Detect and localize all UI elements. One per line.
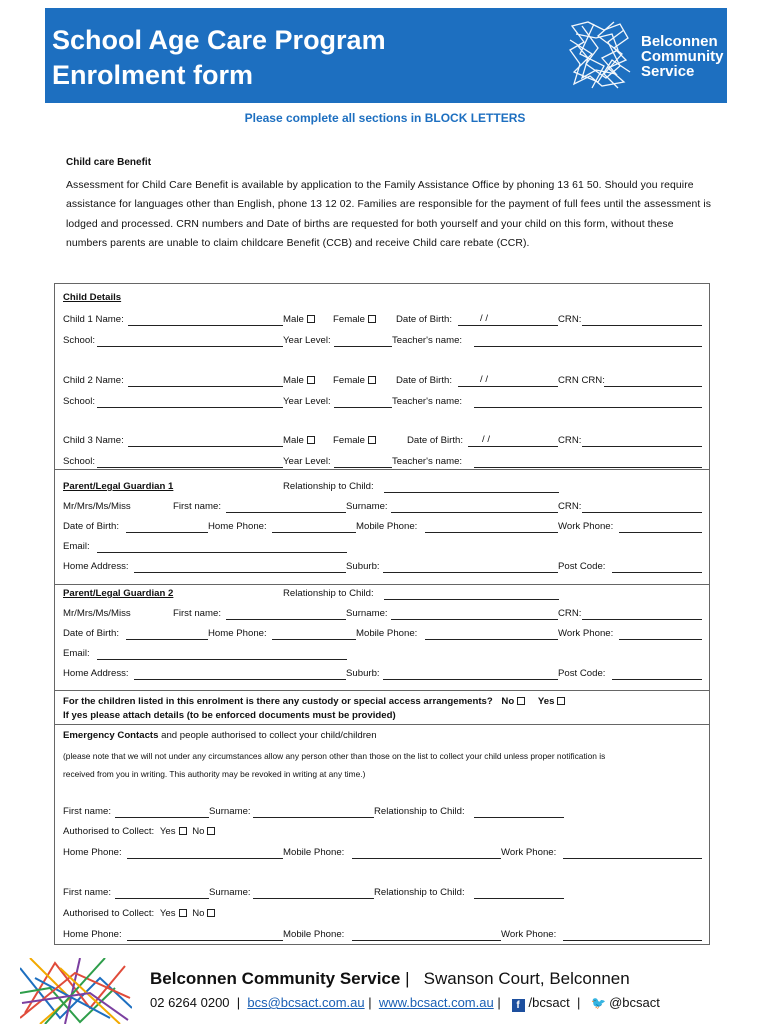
guardian1-firstname-label: First name: (173, 501, 221, 512)
contact2-auth-yes-option[interactable]: Yes (160, 908, 187, 919)
child2-male-checkbox[interactable] (307, 376, 315, 384)
child1-dob-label: Date of Birth: (396, 314, 452, 325)
guardian1-work-label: Work Phone: (558, 521, 614, 532)
contact2-homephone-label: Home Phone: (63, 929, 122, 940)
guardian2-dob-field[interactable] (126, 639, 208, 640)
child1-dob-slashes: / / (480, 313, 488, 324)
footer-org-address: Belconnen Community Service | Swanson Court, Belconnen (150, 969, 630, 988)
child2-school-label: School: (63, 396, 95, 407)
child3-school-field[interactable] (97, 467, 283, 468)
guardian1-relationship-field[interactable] (384, 492, 559, 493)
child3-teacher-label: Teacher's name: (392, 456, 463, 467)
guardian2-work-field[interactable] (619, 639, 702, 640)
guardian1-homephone-label: Home Phone: (208, 521, 267, 532)
guardian1-email-field[interactable] (97, 552, 347, 553)
guardian2-title-options[interactable]: Mr/Mrs/Ms/Miss (63, 608, 131, 619)
child1-teacher-field[interactable] (474, 346, 702, 347)
child2-year-label: Year Level: (283, 396, 331, 407)
contact1-firstname-label: First name: (63, 806, 111, 817)
guardian1-email-label: Email: (63, 541, 90, 552)
guardian1-address-label: Home Address: (63, 561, 129, 572)
guardian1-mobile-label: Mobile Phone: (356, 521, 418, 532)
emergency-heading: Emergency Contacts and people authorised to collect your child/children (63, 730, 377, 741)
guardian2-crn-field[interactable] (582, 619, 702, 620)
guardian2-address-label: Home Address: (63, 668, 129, 679)
contact1-relationship-label: Relationship to Child: (374, 806, 465, 817)
facebook-icon: f (512, 999, 525, 1012)
custody-no-option[interactable]: No (501, 696, 525, 707)
ccb-heading: Child care Benefit (66, 157, 152, 168)
contact2-homephone-field[interactable] (127, 940, 283, 941)
guardian1-firstname-field[interactable] (226, 512, 346, 513)
child2-crn-label: CRN CRN: (558, 375, 605, 386)
footer-twitter-handle[interactable]: @bcsact (609, 995, 660, 1010)
contact2-auth-no-checkbox[interactable] (207, 909, 215, 917)
contact2-firstname-label: First name: (63, 887, 111, 898)
contact2-auth-no-option[interactable]: No (192, 908, 215, 919)
child2-female-option[interactable]: Female (333, 375, 376, 387)
header-banner (45, 8, 727, 103)
child1-year-field[interactable] (334, 346, 392, 347)
contact1-auth-yes-checkbox[interactable] (179, 827, 187, 835)
contact1-work-field[interactable] (563, 858, 702, 859)
child2-crn-field[interactable] (604, 386, 702, 387)
footer-decorative-lines-icon (20, 958, 132, 1024)
footer-facebook-handle[interactable]: /bcsact (528, 995, 570, 1010)
guardian1-surname-label: Surname: (346, 501, 388, 512)
guardian1-crn-label: CRN: (558, 501, 582, 512)
child3-female-checkbox[interactable] (368, 436, 376, 444)
guardian2-relationship-label: Relationship to Child: (283, 588, 374, 599)
guardian1-postcode-label: Post Code: (558, 561, 606, 572)
child1-crn-label: CRN: (558, 314, 582, 325)
contact1-auth-no-checkbox[interactable] (207, 827, 215, 835)
contact1-mobile-label: Mobile Phone: (283, 847, 345, 858)
guardian2-surname-label: Surname: (346, 608, 388, 619)
guardian1-heading: Parent/Legal Guardian 1 (63, 481, 174, 492)
contact2-work-field[interactable] (563, 940, 702, 941)
child1-school-label: School: (63, 335, 95, 346)
child1-male-option[interactable]: Male (283, 314, 315, 326)
contact1-surname-field[interactable] (253, 817, 374, 818)
child2-school-field[interactable] (97, 407, 283, 408)
contact2-firstname-field[interactable] (115, 898, 209, 899)
contact1-work-label: Work Phone: (501, 847, 557, 858)
child3-dob-slashes: / / (482, 434, 490, 445)
guardian1-title-options[interactable]: Mr/Mrs/Ms/Miss (63, 501, 131, 512)
footer-website-link[interactable]: www.bcsact.com.au (378, 995, 494, 1010)
guardian1-crn-field[interactable] (582, 512, 702, 513)
contact1-auth-no-option[interactable]: No (192, 826, 215, 837)
child2-name-field[interactable] (128, 386, 283, 387)
guardian2-heading: Parent/Legal Guardian 2 (63, 588, 174, 599)
custody-note: If yes please attach details (to be enforced documents must be provided) (63, 710, 396, 721)
twitter-icon: 🐦 (591, 996, 607, 1010)
contact1-homephone-field[interactable] (127, 858, 283, 859)
guardian1-suburb-label: Suburb: (346, 561, 380, 572)
footer-email-link[interactable]: bcs@bcsact.com.au (247, 995, 365, 1010)
guardian1-dob-label: Date of Birth: (63, 521, 119, 532)
child2-teacher-field[interactable] (474, 407, 702, 408)
child3-name-field[interactable] (128, 446, 283, 447)
guardian2-address-field[interactable] (134, 679, 346, 680)
contact1-surname-label: Surname: (209, 806, 251, 817)
organization-logo-text: Belconnen Community Service (641, 33, 724, 80)
guardian1-dob-field[interactable] (126, 532, 208, 533)
contact2-relationship-label: Relationship to Child: (374, 887, 465, 898)
guardian1-surname-field[interactable] (391, 512, 558, 513)
form-title-line2: Enrolment form (52, 60, 254, 90)
contact1-relationship-field[interactable] (474, 817, 564, 818)
child1-name-field[interactable] (128, 325, 283, 326)
child2-year-field[interactable] (334, 407, 392, 408)
ccb-paragraph: Assessment for Child Care Benefit is available by application to the Family Assistance Office by phoning 13 61 50. Should you require assistance for languages other than English, phone 13 12 02. Families are responsible for the payment of full fees until the assessment is lodged and processed. CRN numbers and Date of births are requested for both yourself and your child on this form, without these numbers parents are unable to claim childcare Benefit (CCB) and receive Child care rebate (CCR). (66, 180, 712, 249)
guardian2-homephone-field[interactable] (272, 639, 356, 640)
contact2-relationship-field[interactable] (474, 898, 564, 899)
contact2-surname-label: Surname: (209, 887, 251, 898)
guardian1-address-field[interactable] (134, 572, 346, 573)
custody-question: For the children listed in this enrolment is there any custody or special access arrangements? No Yes (63, 696, 565, 708)
child1-male-checkbox[interactable] (307, 315, 315, 323)
contact2-work-label: Work Phone: (501, 929, 557, 940)
section-divider (54, 469, 710, 470)
contact1-mobile-field[interactable] (352, 858, 501, 859)
child-details-heading: Child Details (63, 292, 122, 303)
guardian2-suburb-field[interactable] (383, 679, 558, 680)
contact2-surname-field[interactable] (253, 898, 374, 899)
contact2-mobile-field[interactable] (352, 940, 501, 941)
guardian1-homephone-field[interactable] (272, 532, 356, 533)
child2-name-label: Child 2 Name: (63, 375, 124, 386)
guardian2-email-field[interactable] (97, 659, 347, 660)
child2-male-option[interactable]: Male (283, 375, 315, 387)
guardian2-relationship-field[interactable] (384, 599, 559, 600)
section-divider (54, 724, 710, 725)
guardian1-relationship-label: Relationship to Child: (283, 481, 374, 492)
footer-phone: 02 6264 0200 (150, 995, 230, 1010)
emergency-note-line2: received from you in writing. This authority may be revoked in writing at any time.) (63, 769, 366, 779)
contact2-mobile-label: Mobile Phone: (283, 929, 345, 940)
child3-male-option[interactable]: Male (283, 435, 315, 447)
section-divider (54, 690, 710, 691)
child2-dob-label: Date of Birth: (396, 375, 452, 386)
emergency-note-line1: (please note that we will not under any circumstances allow any person other than those on the list to collect your child unless proper notification is (63, 751, 606, 761)
child3-dob-field[interactable] (468, 446, 558, 447)
contact2-auth-yes-checkbox[interactable] (179, 909, 187, 917)
contact1-firstname-field[interactable] (115, 817, 209, 818)
guardian2-firstname-label: First name: (173, 608, 221, 619)
child3-dob-label: Date of Birth: (407, 435, 463, 446)
guardian2-postcode-label: Post Code: (558, 668, 606, 679)
guardian1-postcode-field[interactable] (612, 572, 702, 573)
guardian1-mobile-field[interactable] (425, 532, 558, 533)
child1-year-label: Year Level: (283, 335, 331, 346)
guardian1-work-field[interactable] (619, 532, 702, 533)
guardian2-surname-field[interactable] (391, 619, 558, 620)
child2-dob-field[interactable] (458, 386, 558, 387)
child3-year-field[interactable] (334, 467, 392, 468)
child1-crn-field[interactable] (582, 325, 702, 326)
child3-crn-field[interactable] (582, 446, 702, 447)
guardian2-postcode-field[interactable] (612, 679, 702, 680)
guardian2-suburb-label: Suburb: (346, 668, 380, 679)
section-divider (54, 584, 710, 585)
child1-dob-field[interactable] (458, 325, 558, 326)
child3-teacher-field[interactable] (474, 467, 702, 468)
contact1-auth-yes-option[interactable]: Yes (160, 826, 187, 837)
child2-female-checkbox[interactable] (368, 376, 376, 384)
child1-teacher-label: Teacher's name: (392, 335, 463, 346)
guardian2-email-label: Email: (63, 648, 90, 659)
child3-male-checkbox[interactable] (307, 436, 315, 444)
guardian2-mobile-field[interactable] (425, 639, 558, 640)
footer-contacts: 02 6264 0200 | bcs@bcsact.com.au | www.bcsact.com.au | f /bcsact | 🐦 @bcsact (150, 995, 660, 1011)
custody-yes-option[interactable]: Yes (538, 696, 566, 707)
child1-name-label: Child 1 Name: (63, 314, 124, 325)
guardian2-crn-label: CRN: (558, 608, 582, 619)
child1-school-field[interactable] (97, 346, 283, 347)
child3-year-label: Year Level: (283, 456, 331, 467)
contact1-homephone-label: Home Phone: (63, 847, 122, 858)
child2-dob-slashes: / / (480, 374, 488, 385)
contact2-authorised-label: Authorised to Collect: Yes No (63, 908, 215, 920)
guardian1-suburb-field[interactable] (383, 572, 558, 573)
guardian2-firstname-field[interactable] (226, 619, 346, 620)
instruction-text: Please complete all sections in BLOCK LETTERS (244, 111, 526, 125)
guardian2-mobile-label: Mobile Phone: (356, 628, 418, 639)
child3-female-option[interactable]: Female (333, 435, 376, 447)
child2-teacher-label: Teacher's name: (392, 396, 463, 407)
guardian2-dob-label: Date of Birth: (63, 628, 119, 639)
contact1-authorised-label: Authorised to Collect: Yes No (63, 826, 215, 838)
guardian2-work-label: Work Phone: (558, 628, 614, 639)
child3-school-label: School: (63, 456, 95, 467)
child3-name-label: Child 3 Name: (63, 435, 124, 446)
form-title-line1: School Age Care Program (52, 25, 386, 55)
child1-female-checkbox[interactable] (368, 315, 376, 323)
child1-female-option[interactable]: Female (333, 314, 376, 326)
custody-yes-checkbox[interactable] (557, 697, 565, 705)
custody-no-checkbox[interactable] (517, 697, 525, 705)
child3-crn-label: CRN: (558, 435, 582, 446)
guardian2-homephone-label: Home Phone: (208, 628, 267, 639)
organization-logo-icon (568, 20, 632, 90)
